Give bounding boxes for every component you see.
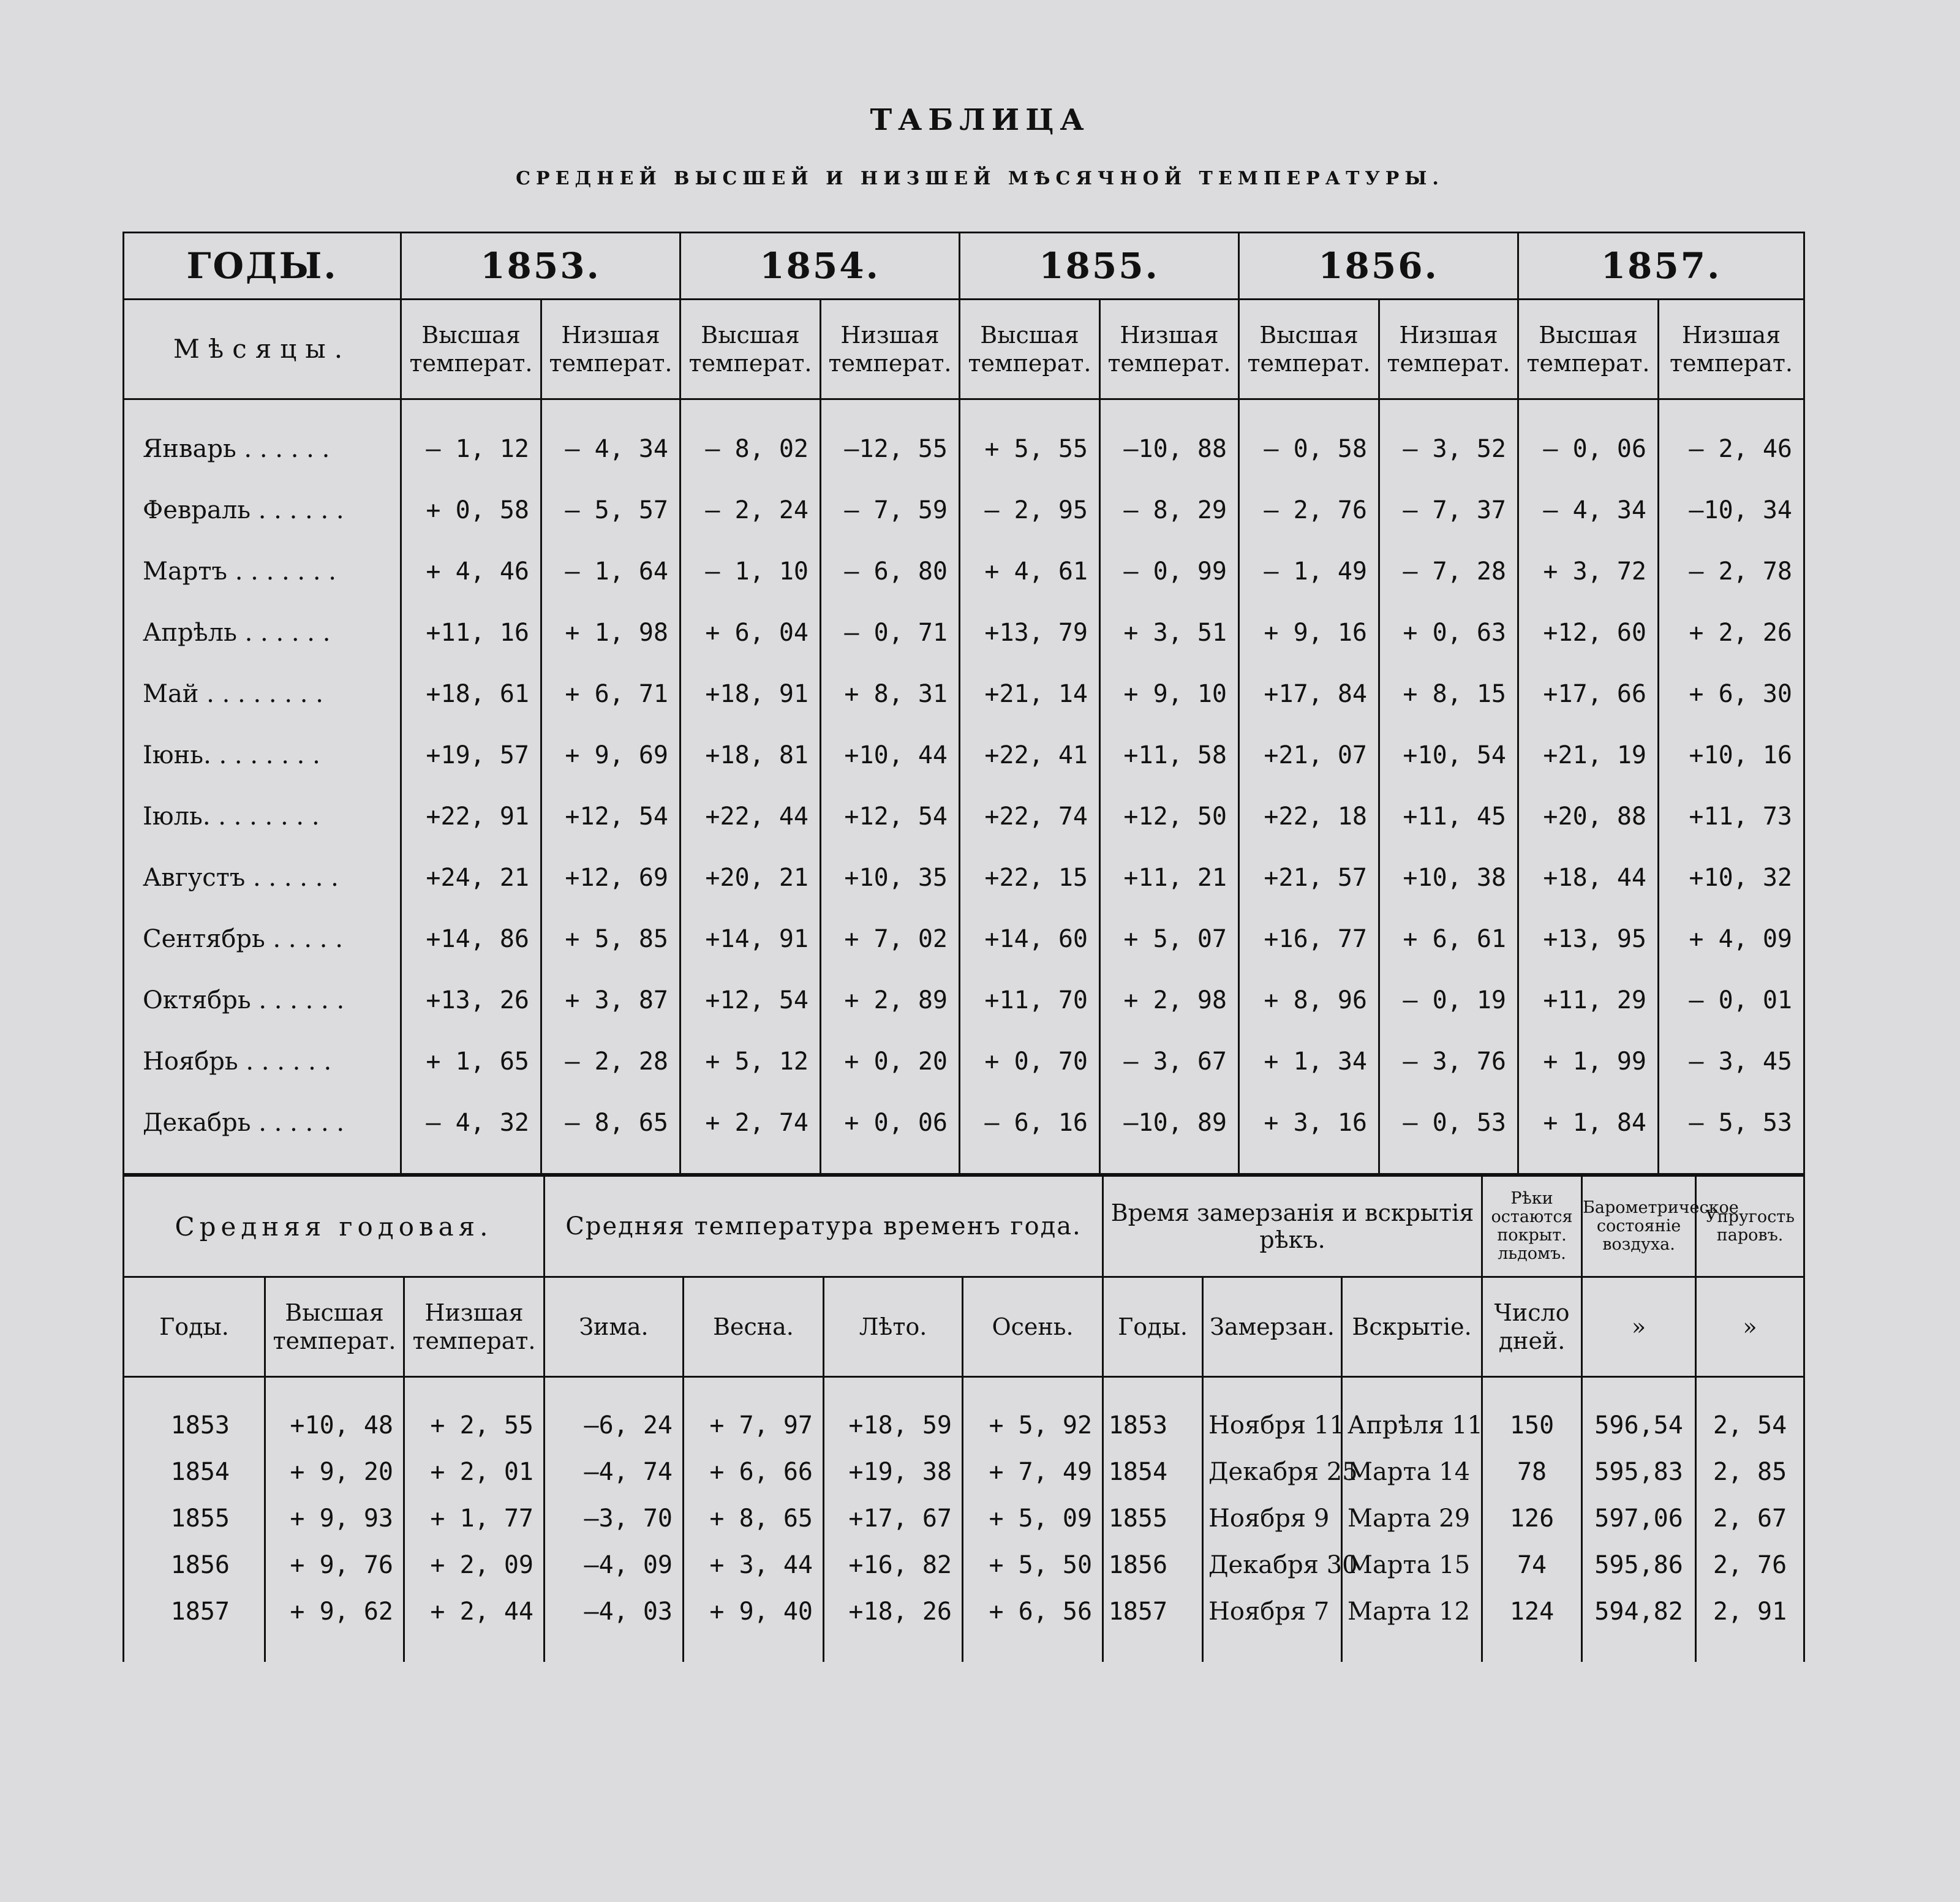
low-temp-cell: — 7, 28: [1379, 541, 1518, 602]
month-name: Февраль . . . . . .: [124, 480, 401, 541]
seasonal-mean-group-header: Средняя температура временъ года.: [545, 1176, 1103, 1277]
high-temp-cell: +18, 91: [680, 663, 821, 725]
low-temp-cell: — 0, 71: [821, 602, 960, 663]
low-temp-cell: + 1, 98: [541, 602, 680, 663]
col-header-summer: Лѣто.: [824, 1277, 963, 1377]
low-temp-header: Низшая температ.: [1659, 300, 1804, 399]
low-temp-cell: + 5, 07: [1100, 908, 1239, 970]
page-subtitle: СРЕДНЕЙ ВЫСШЕЙ И НИЗШЕЙ МѢСЯЧНОЙ ТЕМПЕРАТУРЫ.: [516, 168, 1444, 189]
col-header-freeze: Замерзан.: [1203, 1277, 1342, 1377]
col-header-autumn: Осень.: [963, 1277, 1103, 1377]
low-temp-cell: +12, 54: [821, 786, 960, 847]
low-temp-header: Низшая температ.: [1100, 300, 1239, 399]
high-temp-cell: — 2, 95: [960, 480, 1100, 541]
high-temp-cell: +12, 54: [680, 970, 821, 1031]
summer-cell: +19, 38: [824, 1449, 963, 1495]
high-temp-cell: +22, 91: [401, 786, 541, 847]
low-temp-cell: + 9, 10: [1100, 663, 1239, 725]
high-temp-cell: +22, 15: [960, 847, 1100, 908]
vapor-cell: 2, 91: [1696, 1588, 1804, 1662]
high-temp-cell: — 2, 24: [680, 480, 821, 541]
month-row: [124, 541, 1804, 602]
annual-low-cell: + 1, 77: [404, 1495, 545, 1542]
low-temp-cell: + 4, 09: [1659, 908, 1804, 970]
freeze-date-cell: Декабря 30: [1203, 1542, 1342, 1588]
spring-cell: + 7, 97: [684, 1377, 824, 1449]
spring-cell: + 6, 66: [684, 1449, 824, 1495]
year-header-1854: 1854.: [680, 233, 960, 300]
annual-summary-table: [123, 1175, 1805, 1662]
high-temp-header: Высшая температ.: [401, 300, 541, 399]
high-temp-cell: + 6, 04: [680, 602, 821, 663]
high-temp-cell: + 5, 12: [680, 1031, 821, 1092]
high-temp-cell: +24, 21: [401, 847, 541, 908]
vapor-cell: 2, 67: [1696, 1495, 1804, 1542]
year-cell: 1855: [124, 1495, 265, 1542]
high-temp-cell: — 2, 76: [1239, 480, 1379, 541]
low-temp-cell: +12, 69: [541, 847, 680, 908]
ice-days-cell: 150: [1482, 1377, 1582, 1449]
low-temp-cell: — 2, 46: [1659, 399, 1804, 480]
low-temp-cell: + 0, 63: [1379, 602, 1518, 663]
year-header-1855: 1855.: [960, 233, 1239, 300]
high-temp-cell: — 8, 02: [680, 399, 821, 480]
high-temp-cell: — 0, 58: [1239, 399, 1379, 480]
low-temp-cell: + 8, 15: [1379, 663, 1518, 725]
month-name: Май . . . . . . . .: [124, 663, 401, 725]
high-temp-cell: +11, 70: [960, 970, 1100, 1031]
low-temp-header: Низшая температ.: [821, 300, 960, 399]
year-cell: 1856: [124, 1542, 265, 1588]
col-header-years-rivers: Годы.: [1103, 1277, 1203, 1377]
high-temp-cell: +13, 95: [1518, 908, 1659, 970]
month-name: Январь . . . . . .: [124, 399, 401, 480]
high-temp-cell: + 2, 74: [680, 1092, 821, 1174]
winter-cell: —4, 03: [545, 1588, 684, 1662]
barometric-cell: 594,82: [1582, 1588, 1696, 1662]
high-temp-cell: + 0, 70: [960, 1031, 1100, 1092]
month-name: Апрѣль . . . . . .: [124, 602, 401, 663]
month-row: [124, 399, 1804, 480]
autumn-cell: + 6, 56: [963, 1588, 1103, 1662]
winter-cell: —6, 24: [545, 1377, 684, 1449]
high-temp-cell: + 4, 46: [401, 541, 541, 602]
low-temp-cell: + 3, 51: [1100, 602, 1239, 663]
high-temp-cell: +20, 88: [1518, 786, 1659, 847]
low-temp-cell: + 6, 30: [1659, 663, 1804, 725]
high-temp-cell: +21, 57: [1239, 847, 1379, 908]
low-temp-cell: +11, 21: [1100, 847, 1239, 908]
low-temp-cell: — 3, 67: [1100, 1031, 1239, 1092]
spring-cell: + 8, 65: [684, 1495, 824, 1542]
open-date-cell: Марта 14: [1342, 1449, 1482, 1495]
high-temp-cell: — 0, 06: [1518, 399, 1659, 480]
low-temp-cell: — 0, 99: [1100, 541, 1239, 602]
low-temp-cell: + 6, 71: [541, 663, 680, 725]
months-header: Мѣсяцы.: [124, 300, 401, 399]
month-row: [124, 847, 1804, 908]
annual-low-cell: + 2, 01: [404, 1449, 545, 1495]
low-temp-cell: +12, 50: [1100, 786, 1239, 847]
high-temp-cell: +11, 16: [401, 602, 541, 663]
low-temp-cell: — 2, 78: [1659, 541, 1804, 602]
low-temp-cell: — 1, 64: [541, 541, 680, 602]
high-temp-cell: — 1, 10: [680, 541, 821, 602]
low-temp-cell: — 7, 37: [1379, 480, 1518, 541]
low-temp-cell: +10, 35: [821, 847, 960, 908]
freeze-date-cell: Ноября 11: [1203, 1377, 1342, 1449]
open-date-cell: Марта 12: [1342, 1588, 1482, 1662]
high-temp-header: Высшая температ.: [1518, 300, 1659, 399]
low-temp-cell: — 3, 45: [1659, 1031, 1804, 1092]
high-temp-cell: +16, 77: [1239, 908, 1379, 970]
annual-high-cell: + 9, 20: [265, 1449, 404, 1495]
low-temp-cell: + 5, 85: [541, 908, 680, 970]
spring-cell: + 9, 40: [684, 1588, 824, 1662]
summary-row: [124, 1377, 1804, 1449]
river-freeze-group-header: Время замерзанія и вскрытія рѣкъ.: [1103, 1176, 1482, 1277]
month-name: Мартъ . . . . . . .: [124, 541, 401, 602]
annual-low-cell: + 2, 09: [404, 1542, 545, 1588]
month-row: [124, 1092, 1804, 1174]
low-temp-cell: +10, 54: [1379, 725, 1518, 786]
low-temp-cell: +11, 58: [1100, 725, 1239, 786]
low-temp-cell: — 4, 34: [541, 399, 680, 480]
low-temp-cell: —12, 55: [821, 399, 960, 480]
col-header-spring: Весна.: [684, 1277, 824, 1377]
high-temp-cell: +20, 21: [680, 847, 821, 908]
low-temp-cell: + 0, 06: [821, 1092, 960, 1174]
month-name: Сентябрь . . . . .: [124, 908, 401, 970]
low-temp-header: Низшая температ.: [541, 300, 680, 399]
high-temp-cell: +18, 81: [680, 725, 821, 786]
high-temp-cell: +21, 19: [1518, 725, 1659, 786]
low-temp-cell: + 8, 31: [821, 663, 960, 725]
year-header-1857: 1857.: [1518, 233, 1804, 300]
river-year-cell: 1857: [1103, 1588, 1203, 1662]
col-header-winter: Зима.: [545, 1277, 684, 1377]
barometric-group-header: Барометрическое состояніе воздуха.: [1582, 1176, 1696, 1277]
spring-cell: + 3, 44: [684, 1542, 824, 1588]
annual-low-cell: + 2, 44: [404, 1588, 545, 1662]
low-temp-cell: + 2, 98: [1100, 970, 1239, 1031]
freeze-date-cell: Ноября 7: [1203, 1588, 1342, 1662]
annual-high-cell: + 9, 93: [265, 1495, 404, 1542]
low-temp-cell: + 2, 26: [1659, 602, 1804, 663]
high-temp-cell: +19, 57: [401, 725, 541, 786]
year-cell: 1854: [124, 1449, 265, 1495]
high-temp-cell: + 1, 99: [1518, 1031, 1659, 1092]
month-name: Декабрь . . . . . .: [124, 1092, 401, 1174]
ice-days-cell: 74: [1482, 1542, 1582, 1588]
high-temp-cell: +21, 07: [1239, 725, 1379, 786]
annual-high-cell: + 9, 62: [265, 1588, 404, 1662]
autumn-cell: + 5, 09: [963, 1495, 1103, 1542]
month-row: [124, 908, 1804, 970]
high-temp-cell: +22, 18: [1239, 786, 1379, 847]
river-year-cell: 1854: [1103, 1449, 1203, 1495]
high-temp-cell: +21, 14: [960, 663, 1100, 725]
open-date-cell: Апрѣля 11: [1342, 1377, 1482, 1449]
month-name: Іюнь. . . . . . . .: [124, 725, 401, 786]
years-header: ГОДЫ.: [124, 233, 401, 300]
col-header-high: Высшая температ.: [265, 1277, 404, 1377]
annual-high-cell: +10, 48: [265, 1377, 404, 1449]
high-temp-cell: — 6, 16: [960, 1092, 1100, 1174]
ice-days-cell: 126: [1482, 1495, 1582, 1542]
year-header-1856: 1856.: [1239, 233, 1518, 300]
month-name: Іюль. . . . . . . .: [124, 786, 401, 847]
barometric-cell: 595,86: [1582, 1542, 1696, 1588]
high-temp-cell: + 1, 84: [1518, 1092, 1659, 1174]
autumn-cell: + 7, 49: [963, 1449, 1103, 1495]
high-temp-cell: + 9, 16: [1239, 602, 1379, 663]
winter-cell: —4, 74: [545, 1449, 684, 1495]
high-temp-cell: +17, 84: [1239, 663, 1379, 725]
low-temp-cell: +10, 32: [1659, 847, 1804, 908]
low-temp-cell: — 0, 53: [1379, 1092, 1518, 1174]
month-row: [124, 480, 1804, 541]
high-temp-cell: + 5, 55: [960, 399, 1100, 480]
low-temp-cell: — 5, 57: [541, 480, 680, 541]
month-name: Октябрь . . . . . .: [124, 970, 401, 1031]
low-temp-cell: + 0, 20: [821, 1031, 960, 1092]
autumn-cell: + 5, 50: [963, 1542, 1103, 1588]
low-temp-cell: — 8, 29: [1100, 480, 1239, 541]
high-temp-cell: +17, 66: [1518, 663, 1659, 725]
month-row: [124, 725, 1804, 786]
barometric-cell: 596,54: [1582, 1377, 1696, 1449]
low-temp-cell: — 0, 01: [1659, 970, 1804, 1031]
month-row: [124, 970, 1804, 1031]
high-temp-header: Высшая температ.: [960, 300, 1100, 399]
month-row: [124, 1031, 1804, 1092]
high-temp-cell: +22, 41: [960, 725, 1100, 786]
low-temp-cell: +11, 45: [1379, 786, 1518, 847]
high-temp-cell: +11, 29: [1518, 970, 1659, 1031]
low-temp-cell: — 3, 76: [1379, 1031, 1518, 1092]
high-temp-cell: +14, 60: [960, 908, 1100, 970]
col-header-open: Вскрытіе.: [1342, 1277, 1482, 1377]
summary-row: [124, 1588, 1804, 1662]
summary-row: [124, 1542, 1804, 1588]
ice-days-cell: 124: [1482, 1588, 1582, 1662]
low-temp-cell: — 8, 65: [541, 1092, 680, 1174]
high-temp-cell: +12, 60: [1518, 602, 1659, 663]
high-temp-cell: +18, 61: [401, 663, 541, 725]
vapor-pressure-group-header: Упругость паровъ.: [1696, 1176, 1804, 1277]
vapor-cell: 2, 85: [1696, 1449, 1804, 1495]
low-temp-cell: +10, 44: [821, 725, 960, 786]
annual-mean-group-header: Средняя годовая.: [124, 1176, 545, 1277]
summer-cell: +16, 82: [824, 1542, 963, 1588]
open-date-cell: Марта 29: [1342, 1495, 1482, 1542]
high-temp-cell: — 1, 49: [1239, 541, 1379, 602]
year-header-1853: 1853.: [401, 233, 680, 300]
high-temp-cell: +18, 44: [1518, 847, 1659, 908]
page-title: ТАБЛИЦА: [870, 103, 1090, 137]
month-row: [124, 786, 1804, 847]
monthly-temperature-table: [123, 232, 1805, 1175]
summary-row: [124, 1495, 1804, 1542]
ice-cover-group-header: Рѣки остаются покрыт. льдомъ.: [1482, 1176, 1582, 1277]
low-temp-cell: — 6, 80: [821, 541, 960, 602]
river-year-cell: 1855: [1103, 1495, 1203, 1542]
autumn-cell: + 5, 92: [963, 1377, 1103, 1449]
low-temp-cell: — 2, 28: [541, 1031, 680, 1092]
high-temp-cell: +14, 91: [680, 908, 821, 970]
high-temp-cell: — 4, 32: [401, 1092, 541, 1174]
freeze-date-cell: Декабря 25: [1203, 1449, 1342, 1495]
low-temp-cell: — 5, 53: [1659, 1092, 1804, 1174]
ice-days-cell: 78: [1482, 1449, 1582, 1495]
high-temp-cell: + 0, 58: [401, 480, 541, 541]
vapor-cell: 2, 76: [1696, 1542, 1804, 1588]
month-row: [124, 663, 1804, 725]
freeze-date-cell: Ноября 9: [1203, 1495, 1342, 1542]
low-temp-cell: — 3, 52: [1379, 399, 1518, 480]
low-temp-cell: + 2, 89: [821, 970, 960, 1031]
low-temp-cell: + 6, 61: [1379, 908, 1518, 970]
summer-cell: +18, 26: [824, 1588, 963, 1662]
winter-cell: —3, 70: [545, 1495, 684, 1542]
low-temp-cell: +12, 54: [541, 786, 680, 847]
river-year-cell: 1853: [1103, 1377, 1203, 1449]
high-temp-cell: +14, 86: [401, 908, 541, 970]
low-temp-cell: + 7, 02: [821, 908, 960, 970]
annual-low-cell: + 2, 55: [404, 1377, 545, 1449]
high-temp-cell: + 4, 61: [960, 541, 1100, 602]
low-temp-cell: +11, 73: [1659, 786, 1804, 847]
year-cell: 1857: [124, 1588, 265, 1662]
high-temp-cell: + 1, 65: [401, 1031, 541, 1092]
summary-row: [124, 1449, 1804, 1495]
high-temp-cell: +22, 44: [680, 786, 821, 847]
high-temp-cell: + 3, 72: [1518, 541, 1659, 602]
high-temp-cell: — 4, 34: [1518, 480, 1659, 541]
low-temp-cell: +10, 38: [1379, 847, 1518, 908]
vapor-cell: 2, 54: [1696, 1377, 1804, 1449]
col-header-days: Число дней.: [1482, 1277, 1582, 1377]
high-temp-cell: + 1, 34: [1239, 1031, 1379, 1092]
barometric-cell: 597,06: [1582, 1495, 1696, 1542]
annual-high-cell: + 9, 76: [265, 1542, 404, 1588]
high-temp-cell: + 3, 16: [1239, 1092, 1379, 1174]
month-name: Ноябрь . . . . . .: [124, 1031, 401, 1092]
col-header-vapor: »: [1696, 1277, 1804, 1377]
low-temp-cell: —10, 89: [1100, 1092, 1239, 1174]
low-temp-cell: —10, 88: [1100, 399, 1239, 480]
high-temp-header: Высшая температ.: [1239, 300, 1379, 399]
low-temp-cell: — 7, 59: [821, 480, 960, 541]
high-temp-cell: + 8, 96: [1239, 970, 1379, 1031]
high-temp-header: Высшая температ.: [680, 300, 821, 399]
high-temp-cell: +13, 79: [960, 602, 1100, 663]
col-header-years: Годы.: [124, 1277, 265, 1377]
barometric-cell: 595,83: [1582, 1449, 1696, 1495]
summer-cell: +17, 67: [824, 1495, 963, 1542]
low-temp-cell: + 9, 69: [541, 725, 680, 786]
summer-cell: +18, 59: [824, 1377, 963, 1449]
year-cell: 1853: [124, 1377, 265, 1449]
high-temp-cell: +13, 26: [401, 970, 541, 1031]
low-temp-cell: — 0, 19: [1379, 970, 1518, 1031]
high-temp-cell: +22, 74: [960, 786, 1100, 847]
high-temp-cell: — 1, 12: [401, 399, 541, 480]
low-temp-header: Низшая температ.: [1379, 300, 1518, 399]
winter-cell: —4, 09: [545, 1542, 684, 1588]
month-row: [124, 602, 1804, 663]
low-temp-cell: + 3, 87: [541, 970, 680, 1031]
col-header-barometric: »: [1582, 1277, 1696, 1377]
low-temp-cell: +10, 16: [1659, 725, 1804, 786]
open-date-cell: Марта 15: [1342, 1542, 1482, 1588]
col-header-low: Низшая температ.: [404, 1277, 545, 1377]
river-year-cell: 1856: [1103, 1542, 1203, 1588]
month-name: Августъ . . . . . .: [124, 847, 401, 908]
low-temp-cell: —10, 34: [1659, 480, 1804, 541]
